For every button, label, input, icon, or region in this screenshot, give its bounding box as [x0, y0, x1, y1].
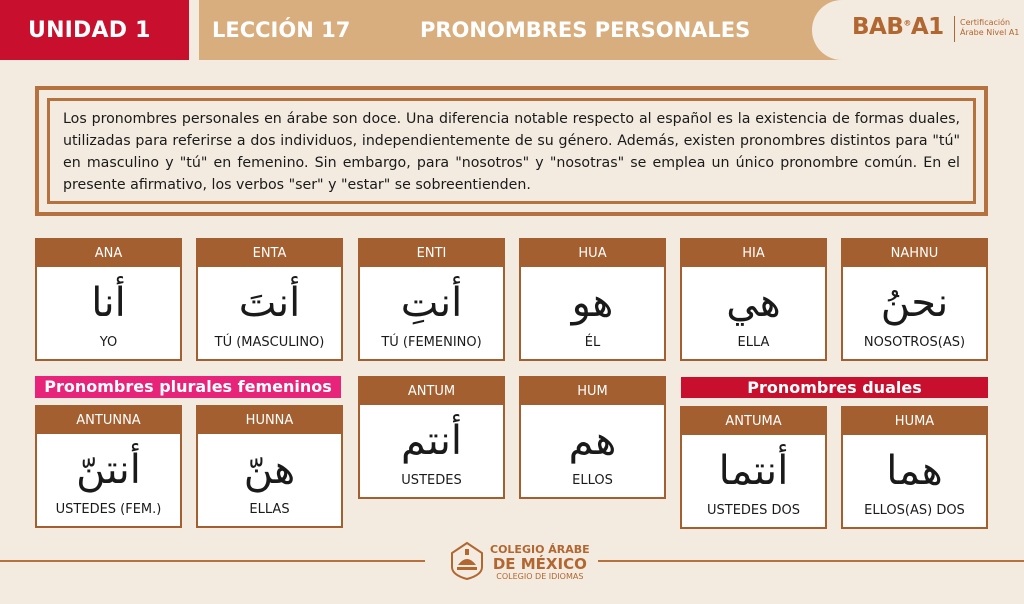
intro-frame	[35, 86, 988, 216]
pronoun-card-enta	[196, 238, 343, 361]
pronoun-card-hunna	[196, 405, 343, 528]
unit-label: UNIDAD 1	[0, 0, 189, 60]
school-name-line3: COLEGIO DE IDIOMAS	[496, 572, 584, 581]
card-translit: ANTUM	[360, 378, 503, 405]
card-translit: ENTA	[198, 240, 341, 267]
card-spanish: NOSOTROS(AS)	[863, 335, 966, 350]
registered-mark: ®	[903, 18, 911, 28]
footer-divider-right	[598, 560, 1024, 562]
badge-caption-line1: Certificación	[960, 18, 1011, 27]
footer-divider-left	[0, 560, 425, 562]
card-translit: ANTUNNA	[37, 407, 180, 434]
plural-feminine-heading: Pronombres plurales femeninos	[35, 376, 341, 398]
pronoun-card-enti	[358, 238, 505, 361]
card-translit: ENTI	[360, 240, 503, 267]
card-arabic: أنتنّ	[76, 447, 141, 493]
pronoun-card-hia	[680, 238, 827, 361]
card-arabic: هم	[568, 418, 617, 464]
card-arabic: أنتم	[401, 418, 462, 464]
card-spanish: YO	[99, 335, 118, 350]
card-arabic: هو	[571, 280, 614, 326]
card-spanish: TÚ (FEMENINO)	[381, 335, 482, 350]
bab-level: A1	[910, 14, 944, 40]
card-spanish: TÚ (MASCULINO)	[214, 335, 325, 350]
card-translit: HUMA	[843, 408, 986, 435]
bab-logo	[852, 14, 944, 40]
card-translit: ANTUMA	[682, 408, 825, 435]
card-arabic: هنّ	[243, 447, 296, 493]
pronoun-card-ana	[35, 238, 182, 361]
card-translit: HUM	[521, 378, 664, 405]
card-translit: HUA	[521, 240, 664, 267]
badge-divider	[954, 16, 955, 42]
card-spanish: USTEDES DOS	[706, 503, 801, 518]
card-spanish: ELLOS	[572, 473, 613, 488]
pronoun-card-antunna	[35, 405, 182, 528]
card-spanish: ELLOS(AS) DOS	[864, 503, 965, 518]
pronoun-card-hua	[519, 238, 666, 361]
card-translit: HIA	[682, 240, 825, 267]
pronoun-card-antum	[358, 376, 505, 499]
school-name-line2: DE MÉXICO	[492, 555, 587, 573]
pronoun-card-hum	[519, 376, 666, 499]
card-arabic: أنتَ	[238, 280, 301, 326]
card-arabic: أنا	[91, 280, 126, 326]
school-name	[490, 543, 590, 582]
card-spanish: USTEDES	[401, 473, 462, 488]
page-title: PRONOMBRES PERSONALES	[420, 18, 751, 42]
dual-heading: Pronombres duales	[681, 377, 988, 398]
pronoun-card-antuma	[680, 406, 827, 529]
card-translit: NAHNU	[843, 240, 986, 267]
card-arabic: نحنُ	[880, 280, 949, 326]
badge-caption	[960, 18, 1019, 38]
card-translit: ANA	[37, 240, 180, 267]
card-spanish: ÉL	[584, 335, 601, 350]
card-spanish: USTEDES (FEM.)	[55, 502, 162, 517]
intro-text: Los pronombres personales en árabe son doce. Una diferencia notable respecto al español es la existencia de formas duales, utilizadas para referirse a dos individuos, independientemente de su género. Además, existen pronombres distintos para "tú" en masculino y "tú" en femenino. Sin embargo, para "nosotros" y "nosotras" se emplea un único pronombre común. En el presente afirmativo, los verbos "ser" y "estar" se sobreentienden.	[47, 98, 976, 204]
card-spanish: ELLA	[737, 335, 770, 350]
lesson-label: LECCIÓN 17	[212, 18, 351, 42]
card-arabic: هما	[886, 448, 943, 494]
pronoun-card-huma	[841, 406, 988, 529]
school-name-line1: COLEGIO ÁRABE	[490, 543, 590, 556]
card-arabic: أنتما	[718, 448, 789, 494]
badge-caption-line2: Árabe Nivel A1	[960, 28, 1020, 37]
card-arabic: أنتِ	[400, 280, 463, 326]
card-spanish: ELLAS	[249, 502, 290, 517]
card-translit: HUNNA	[198, 407, 341, 434]
bab-logo-text: BAB	[852, 14, 904, 40]
card-arabic: هي	[726, 280, 781, 326]
pronoun-card-nahnu	[841, 238, 988, 361]
school-emblem-icon	[448, 541, 486, 581]
